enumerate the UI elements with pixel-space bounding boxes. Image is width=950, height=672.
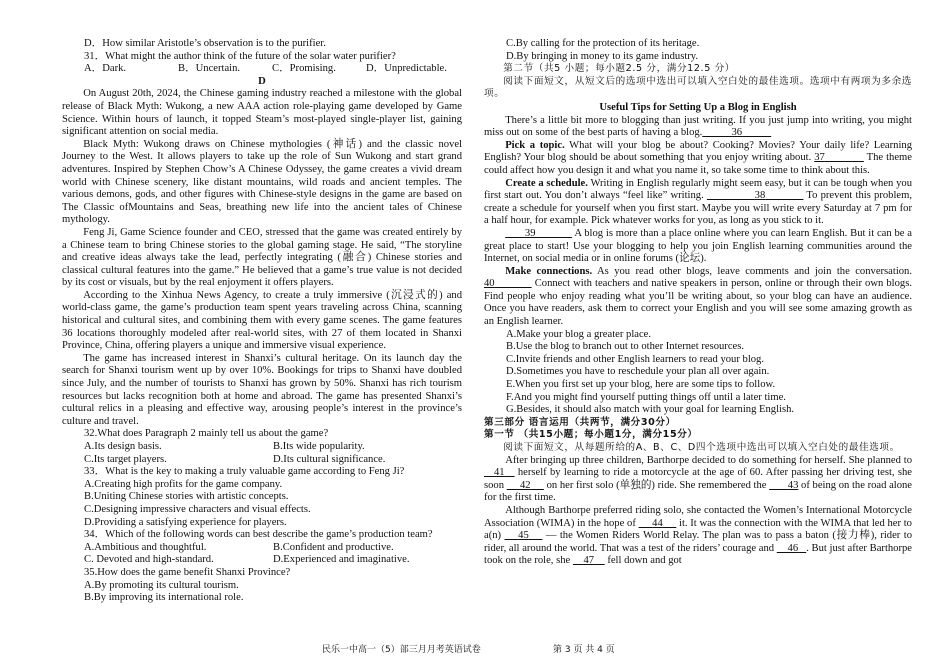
- blank-40-number: 40: [484, 278, 495, 290]
- blog-option-a: A.Make your blog a greater place.: [506, 328, 652, 340]
- cloze-para-2-text-a: Although Barthorpe preferred riding solo, she contacted the Women’s International Motorcycle Association (WIMA) in the hope of: [484, 504, 912, 529]
- part3-header: 第三部分 语言运用（共两节，满分30分）: [484, 416, 676, 428]
- question-32: 32.What does Paragraph 2 mainly tell us about the game?: [84, 428, 329, 440]
- q34-options-row1: [62, 542, 462, 555]
- blank-36: [702, 127, 771, 138]
- section1-instructions: 阅读下面短文，从每题所给的A、B、C、D四个选项中选出可以填入空白处的最佳选项。: [503, 442, 900, 453]
- blank-44: [639, 518, 677, 529]
- question-33: 33．What is the key to making a truly valuable game according to Feng Ji?: [84, 466, 405, 478]
- blog-para-3-text-b: To prevent this problem, create a schedule for yourself when you first start. Maybe you will write every Saturday at 7 pm for a half hour, for example. Pick whatever works for you, as long as you stick to it.: [484, 190, 912, 227]
- blank-37-number: 37: [814, 152, 825, 164]
- passage-d-para-5: The game has increased interest in Shanxi’s cultural heritage. On its launch day the search for Shanxi tourism went up by over 10%. Bookings for trips to Shanxi have doubled since July, and the number of tourists to Shanxi has grown by 50%. Shanxi has rich tourism resources but lacks recognition both at home and abroad. The game has presented Shanxi’s cultural relics in a pleasing and effective way, arousing people’s interest in the province’s culture and travel.: [62, 352, 462, 427]
- q31-option-b: B．Uncertain.: [178, 63, 241, 75]
- passage-label: D: [258, 75, 266, 87]
- blog-para-2-heading: Pick a topic.: [505, 139, 565, 151]
- blog-passage-title: Useful Tips for Setting Up a Blog in English: [599, 101, 797, 113]
- footer-page-number: 第 3 页 共 4 页: [553, 645, 615, 655]
- q33-option-b: B.Uniting Chinese stories with artistic concepts.: [84, 491, 289, 503]
- q32-option-b: B.Its wide popularity.: [273, 441, 365, 452]
- blank-41-number: 41: [493, 467, 505, 479]
- cloze-para-1-text-a: After bringing up three children, Barthorpe decided to do something for herself. She planned to: [505, 454, 912, 466]
- blank-38: [707, 190, 803, 201]
- blog-para-2: [484, 140, 912, 178]
- blog-para-3: [484, 178, 912, 228]
- cloze-para-1: [484, 455, 912, 505]
- blank-42: [507, 480, 544, 491]
- blank-46: [777, 543, 806, 554]
- blank-37: [814, 152, 864, 163]
- blank-41: [484, 467, 515, 478]
- blog-option-g: G.Besides, it should also match with your goal for learning English.: [506, 404, 795, 416]
- q33-option-a: A.Creating high profits for the game company.: [84, 478, 283, 490]
- blog-para-5-text-b: Connect with teachers and native speakers in person, online or through their own blogs. Find people who enjoy reading what you’ll be writing about, so your blog can have an audience. Once you have readers, ask them to correct your English and you will see some amazing growth as an English learner.: [484, 278, 912, 328]
- blank-44-number: 44: [652, 517, 663, 529]
- q33-option-d: D.Providing a satisfying experience for players.: [84, 516, 287, 528]
- blog-option-e: E.When you first set up your blog, here are some tips to follow.: [506, 379, 776, 391]
- passage-d-para-2: Black Myth: Wukong draws on Chinese mythologies (神话) and the classic novel Journey to the West. It allows players to take up the role of Sun Wukong and start grand adventures. Inspired by Stephen Chow’s A Chinese Odyssey, the game creates a vivid dream world with Chinese scenery, like distant mountains, wild roads and ancient temples. The various demons, gods, and other figures with Chinese-style designs in the game are based on The Classic ofMountains and Seas, breathing new life into the ancient tales of Chinese mythology.: [62, 138, 462, 226]
- blog-para-1-text: There’s a little bit more to blogging than just writing. If you just jump into writing, you might miss out on some of the best parts of having a blog.: [484, 114, 912, 139]
- blog-para-2-text-b: The theme could affect how you design it and what you name it, so take some time to think about this.: [484, 152, 912, 176]
- blank-45-number: 45: [518, 530, 529, 542]
- blank-45: [504, 530, 542, 541]
- q34-options-row2: [62, 554, 462, 567]
- blog-para-4-text: A blog is more than a place online where you can learn English. But it can be a great place to start! Use your blogging to help you join English learning communities around the Internet, on social media or in online forums (论坛).: [484, 227, 912, 265]
- left-column: [62, 38, 462, 605]
- blank-39-number: 39: [524, 227, 536, 239]
- blog-para-4: [484, 228, 912, 266]
- blog-para-2-text: What will your blog be about? Cooking? Movies? Your daily life? Learning English? Your blog should be about something that you enjoy writing about.: [484, 139, 912, 164]
- cloze-para-2-text-b: it. It was the connection with the WIMA that led her to a(n): [484, 517, 912, 542]
- section2-instructions: 阅读下面短文，从短文后的选项中选出可以填入空白处的最佳选项。选项中有两项为多余选项。: [484, 75, 912, 100]
- passage-d-para-4: According to the Xinhua News Agency, to create a truly immersive (沉浸式的) and world-class game, the game’s production team spent years traveling across China, scanning historical and cultural sites, and combining them with every game scenes. The game features 36 locations thoroughly modeled after real-world sites, with 27 of them located in Shanxi Province, China, offering players a unique and immersive visual experience.: [62, 289, 462, 352]
- q32-option-a: A.Its design basis.: [84, 441, 162, 452]
- q32-option-c: C.Its target players.: [84, 453, 167, 465]
- section1-header: 第一节 （共15小题；每小题1分，满分15分）: [484, 429, 698, 441]
- blog-option-f: F.And you might find yourself putting things off until a later time.: [506, 391, 786, 403]
- q30-option-d: D．How similar Aristotle’s observation is to the purifier.: [84, 38, 326, 49]
- blank-39: [505, 228, 572, 239]
- blank-38-number: 38: [754, 190, 766, 202]
- blog-para-5-text: As you read other blogs, leave comments and join the conversation.: [592, 265, 913, 277]
- blank-46-number: 46: [787, 542, 799, 554]
- q34-option-c: C. Devoted and high-standard.: [84, 554, 214, 566]
- question-31: 31．What might the author think of the future of the solar water purifier?: [84, 50, 396, 62]
- blog-para-3-text: Writing in English regularly might seem easy, but it can be tough when you first start out. You don’t always “feel like” writing.: [484, 177, 913, 202]
- q31-option-c: C．Promising.: [272, 63, 336, 75]
- q31-option-d: D．Unpredictable.: [366, 63, 447, 75]
- blank-40: [484, 278, 532, 289]
- footer-exam-title: 民乐一中高一（5）部三月月考英语试卷: [322, 645, 481, 655]
- cloze-para-2-text-d: . But just after Barthorpe took on the role, she: [484, 542, 913, 567]
- q35-option-d: D.By bringing in money to its game industry.: [506, 50, 699, 62]
- q32-options-row2: [62, 454, 462, 467]
- q35-option-a: A.By promoting its cultural tourism.: [84, 579, 239, 591]
- q35-option-b: B.By improving its international role.: [84, 592, 244, 604]
- blog-para-5: [484, 266, 912, 329]
- blog-para-5-heading: Make connections.: [505, 265, 593, 277]
- q31-option-a: A．Dark.: [84, 63, 127, 75]
- q34-option-a: A.Ambitious and thoughtful.: [84, 541, 207, 553]
- q32-option-d: D.Its cultural significance.: [273, 453, 386, 465]
- blog-option-c: C.Invite friends and other English learners to read your blog.: [506, 353, 765, 365]
- section2-header: 第二节（共5 小题；每小题2.5 分，满分12.5 分）: [503, 63, 735, 75]
- blog-para-3-heading: Create a schedule.: [505, 177, 588, 189]
- right-column: [484, 38, 912, 568]
- question-34: 34．Which of the following words can best describe the game’s production team?: [84, 529, 433, 541]
- passage-d-para-1: On August 20th, 2024, the Chinese gaming industry reached a milestone with the global release of Black Myth: Wukong, a new AAA action role-playing game developed by Game Science. Within hours of launch, it topped Steam’s most-played single-player list, gaining significant attention on social media.: [62, 88, 462, 138]
- blank-36-number: 36: [731, 127, 743, 139]
- blank-42-number: 42: [520, 479, 531, 491]
- blog-option-b: B.Use the blog to branch out to other Internet resources.: [506, 341, 744, 353]
- q35-option-c: C.By calling for the protection of its heritage.: [506, 38, 700, 49]
- blog-option-d: D.Sometimes you have to reschedule your plan all over again.: [506, 366, 770, 378]
- question-35: 35.How does the game benefit Shanxi Province?: [84, 566, 291, 578]
- blog-para-1: [484, 115, 912, 140]
- blank-47-number: 47: [583, 555, 595, 567]
- q32-options-row1: [62, 441, 462, 454]
- cloze-para-2-text-e: fell down and got: [607, 555, 682, 567]
- cloze-para-1-text-b: herself by learning to ride a motorcycle at the age of 60. After passing her driving test, she soon: [484, 467, 912, 491]
- blank-47: [573, 555, 605, 566]
- q33-option-c: C.Designing impressive characters and visual effects.: [84, 503, 311, 515]
- cloze-para-2-text-c: — the Women Riders World Relay. The plan was to pass a baton (接力棒), rider to rider, all around the world. That was a test of the riders’ courage and: [484, 530, 912, 554]
- cloze-para-1-text-c: on her first solo (单独的) ride. She remembered the: [546, 479, 767, 491]
- q31-options: [62, 63, 462, 76]
- blank-43: [769, 480, 798, 491]
- q34-option-b: B.Confident and productive.: [273, 541, 394, 553]
- cloze-para-2: [484, 505, 912, 568]
- cloze-para-1-text-d: of being on the road alone for the first time.: [484, 479, 913, 504]
- q34-option-d: D.Experienced and imaginative.: [273, 554, 410, 566]
- passage-d-para-3: Feng Ji, Game Science founder and CEO, stressed that the game was created entirely by a Chinese team to bring Chinese stories to the global gaming stage. He said, “The storyline and creative ideas always take the lead, perfectly integrating (融合) Chinese stories and classical cultural features into the game.” He believed that a game’s true value is not decided by its cost or visuals, but by the real enjoyment it offers players.: [62, 226, 462, 289]
- blank-43-number: 43: [787, 479, 799, 491]
